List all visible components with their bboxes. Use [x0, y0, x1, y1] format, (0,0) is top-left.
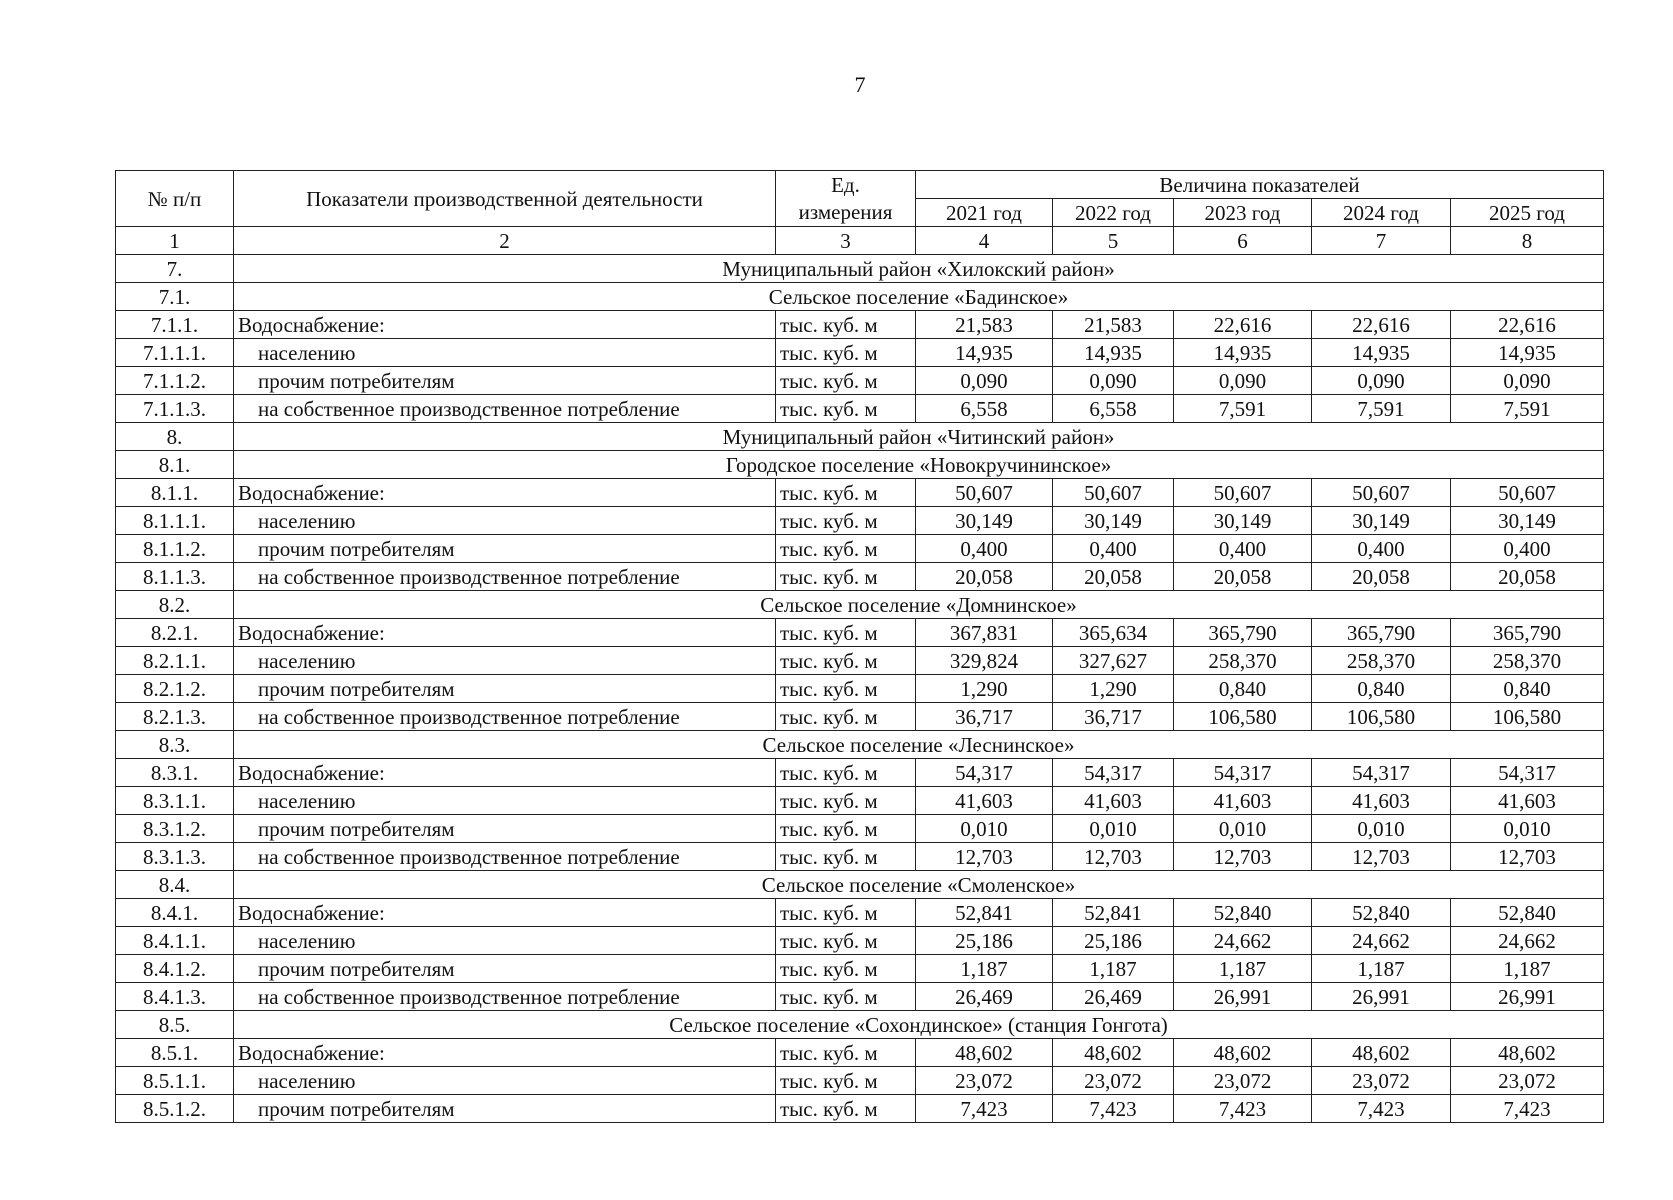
column-index: 5 [1053, 227, 1174, 255]
indicator-name: Водоснабжение: [234, 759, 776, 787]
value-cell: 48,602 [1053, 1039, 1174, 1067]
table-row [116, 675, 1604, 703]
table-row [116, 367, 1604, 395]
value-cell: 52,841 [916, 899, 1053, 927]
header-year: 2025 год [1451, 199, 1604, 227]
unit-cell: тыс. куб. м [776, 1095, 916, 1123]
header-year: 2022 год [1053, 199, 1174, 227]
indicator-name: на собственное производственное потребление [234, 563, 776, 591]
row-number: 8.5.1.2. [116, 1095, 234, 1123]
value-cell: 14,935 [1053, 339, 1174, 367]
value-cell: 258,370 [1312, 647, 1451, 675]
value-cell: 7,423 [1451, 1095, 1604, 1123]
value-cell: 1,290 [1053, 675, 1174, 703]
indicator-name: Водоснабжение: [234, 899, 776, 927]
value-cell: 7,423 [1174, 1095, 1312, 1123]
row-number: 8.5.1.1. [116, 1067, 234, 1095]
table-header [116, 171, 1604, 255]
value-cell: 106,580 [1174, 703, 1312, 731]
page-number: 7 [854, 72, 866, 97]
row-number: 7. [116, 255, 234, 283]
value-cell: 50,607 [1451, 479, 1604, 507]
value-cell: 50,607 [1174, 479, 1312, 507]
value-cell: 0,840 [1451, 675, 1604, 703]
unit-cell: тыс. куб. м [776, 899, 916, 927]
value-cell: 365,790 [1312, 619, 1451, 647]
value-cell: 329,824 [916, 647, 1053, 675]
unit-cell: тыс. куб. м [776, 1067, 916, 1095]
table-row [116, 843, 1604, 871]
value-cell: 14,935 [1174, 339, 1312, 367]
row-number: 8.3.1.1. [116, 787, 234, 815]
table-row [116, 507, 1604, 535]
row-number: 7.1. [116, 283, 234, 311]
value-cell: 23,072 [916, 1067, 1053, 1095]
value-cell: 327,627 [1053, 647, 1174, 675]
value-cell: 0,090 [1053, 367, 1174, 395]
row-number: 8.1.1. [116, 479, 234, 507]
unit-cell: тыс. куб. м [776, 927, 916, 955]
row-number: 8.1.1.2. [116, 535, 234, 563]
value-cell: 48,602 [1174, 1039, 1312, 1067]
value-cell: 20,058 [1312, 563, 1451, 591]
value-cell: 41,603 [1312, 787, 1451, 815]
unit-cell: тыс. куб. м [776, 1039, 916, 1067]
unit-cell: тыс. куб. м [776, 619, 916, 647]
unit-cell: тыс. куб. м [776, 507, 916, 535]
header-unit-line2: измерения [776, 199, 916, 227]
value-cell: 26,991 [1451, 983, 1604, 1011]
value-cell: 23,072 [1451, 1067, 1604, 1095]
indicator-name: населению [234, 1067, 776, 1095]
value-cell: 0,010 [1174, 815, 1312, 843]
row-number: 8.2.1.2. [116, 675, 234, 703]
unit-cell: тыс. куб. м [776, 367, 916, 395]
value-cell: 52,840 [1451, 899, 1604, 927]
value-cell: 7,423 [916, 1095, 1053, 1123]
section-row [116, 423, 1604, 451]
value-cell: 41,603 [1053, 787, 1174, 815]
unit-cell: тыс. куб. м [776, 647, 916, 675]
section-title: Муниципальный район «Хилокский район» [234, 255, 1604, 283]
row-number: 8.1. [116, 451, 234, 479]
unit-cell: тыс. куб. м [776, 815, 916, 843]
value-cell: 1,187 [1174, 955, 1312, 983]
value-cell: 21,583 [916, 311, 1053, 339]
value-cell: 25,186 [916, 927, 1053, 955]
row-number: 8.2.1. [116, 619, 234, 647]
value-cell: 0,010 [1451, 815, 1604, 843]
indicator-name: Водоснабжение: [234, 479, 776, 507]
column-index: 4 [916, 227, 1053, 255]
value-cell: 22,616 [1174, 311, 1312, 339]
indicator-name: Водоснабжение: [234, 1039, 776, 1067]
value-cell: 20,058 [916, 563, 1053, 591]
value-cell: 0,400 [1053, 535, 1174, 563]
unit-cell: тыс. куб. м [776, 703, 916, 731]
section-title: Сельское поселение «Смоленское» [234, 871, 1604, 899]
row-number: 8.1.1.3. [116, 563, 234, 591]
row-number: 8. [116, 423, 234, 451]
value-cell: 26,469 [916, 983, 1053, 1011]
value-cell: 22,616 [1451, 311, 1604, 339]
row-number: 8.2.1.1. [116, 647, 234, 675]
table-row [116, 479, 1604, 507]
unit-cell: тыс. куб. м [776, 479, 916, 507]
value-cell: 258,370 [1174, 647, 1312, 675]
section-title: Сельское поселение «Леснинское» [234, 731, 1604, 759]
value-cell: 52,840 [1312, 899, 1451, 927]
row-number: 8.3.1.3. [116, 843, 234, 871]
value-cell: 41,603 [1451, 787, 1604, 815]
table-row [116, 703, 1604, 731]
value-cell: 365,790 [1174, 619, 1312, 647]
row-number: 7.1.1.1. [116, 339, 234, 367]
header-values-group: Величина показателей [916, 171, 1604, 199]
value-cell: 7,423 [1312, 1095, 1451, 1123]
value-cell: 30,149 [1174, 507, 1312, 535]
value-cell: 24,662 [1174, 927, 1312, 955]
value-cell: 50,607 [916, 479, 1053, 507]
value-cell: 7,591 [1451, 395, 1604, 423]
row-number: 8.3. [116, 731, 234, 759]
value-cell: 6,558 [1053, 395, 1174, 423]
header-year: 2021 год [916, 199, 1053, 227]
value-cell: 0,400 [1174, 535, 1312, 563]
row-number: 8.1.1.1. [116, 507, 234, 535]
value-cell: 24,662 [1451, 927, 1604, 955]
indicator-name: населению [234, 507, 776, 535]
table-row [116, 787, 1604, 815]
unit-cell: тыс. куб. м [776, 311, 916, 339]
value-cell: 48,602 [1312, 1039, 1451, 1067]
value-cell: 0,090 [1174, 367, 1312, 395]
table-row [116, 535, 1604, 563]
value-cell: 0,840 [1312, 675, 1451, 703]
value-cell: 12,703 [1312, 843, 1451, 871]
value-cell: 1,187 [1451, 955, 1604, 983]
unit-cell: тыс. куб. м [776, 955, 916, 983]
value-cell: 36,717 [916, 703, 1053, 731]
value-cell: 30,149 [1053, 507, 1174, 535]
section-row [116, 1011, 1604, 1039]
table-row [116, 395, 1604, 423]
value-cell: 14,935 [1312, 339, 1451, 367]
value-cell: 23,072 [1312, 1067, 1451, 1095]
value-cell: 7,591 [1174, 395, 1312, 423]
value-cell: 20,058 [1174, 563, 1312, 591]
unit-cell: тыс. куб. м [776, 339, 916, 367]
section-title: Сельское поселение «Бадинское» [234, 283, 1604, 311]
section-row [116, 283, 1604, 311]
section-title: Сельское поселение «Сохондинское» (станция Гонгота) [234, 1011, 1604, 1039]
indicator-name: населению [234, 339, 776, 367]
indicator-name: на собственное производственное потребление [234, 983, 776, 1011]
value-cell: 7,591 [1312, 395, 1451, 423]
value-cell: 52,841 [1053, 899, 1174, 927]
indicator-name: прочим потребителям [234, 955, 776, 983]
value-cell: 14,935 [916, 339, 1053, 367]
section-row [116, 731, 1604, 759]
column-index: 2 [234, 227, 776, 255]
value-cell: 54,317 [1053, 759, 1174, 787]
row-number: 7.1.1.3. [116, 395, 234, 423]
value-cell: 14,935 [1451, 339, 1604, 367]
indicator-name: на собственное производственное потребление [234, 843, 776, 871]
table-row [116, 563, 1604, 591]
value-cell: 0,400 [916, 535, 1053, 563]
value-cell: 0,010 [1053, 815, 1174, 843]
value-cell: 48,602 [1451, 1039, 1604, 1067]
indicator-name: населению [234, 787, 776, 815]
value-cell: 30,149 [1312, 507, 1451, 535]
unit-cell: тыс. куб. м [776, 675, 916, 703]
value-cell: 30,149 [916, 507, 1053, 535]
column-index: 3 [776, 227, 916, 255]
row-number: 8.2.1.3. [116, 703, 234, 731]
header-year: 2024 год [1312, 199, 1451, 227]
row-number: 8.2. [116, 591, 234, 619]
row-number: 8.4.1.1. [116, 927, 234, 955]
value-cell: 0,010 [916, 815, 1053, 843]
value-cell: 54,317 [916, 759, 1053, 787]
table-row [116, 759, 1604, 787]
header-year: 2023 год [1174, 199, 1312, 227]
indicator-name: прочим потребителям [234, 815, 776, 843]
indicator-name: прочим потребителям [234, 367, 776, 395]
row-number: 7.1.1.2. [116, 367, 234, 395]
value-cell: 365,634 [1053, 619, 1174, 647]
unit-cell: тыс. куб. м [776, 535, 916, 563]
column-index: 6 [1174, 227, 1312, 255]
table-row [116, 1095, 1604, 1123]
row-number: 8.4.1.3. [116, 983, 234, 1011]
value-cell: 0,090 [1312, 367, 1451, 395]
value-cell: 20,058 [1451, 563, 1604, 591]
value-cell: 0,090 [916, 367, 1053, 395]
table-row [116, 815, 1604, 843]
value-cell: 26,469 [1053, 983, 1174, 1011]
section-title: Городское поселение «Новокручининское» [234, 451, 1604, 479]
value-cell: 6,558 [916, 395, 1053, 423]
header-num: № п/п [116, 171, 234, 227]
table-row [116, 619, 1604, 647]
indicator-name: Водоснабжение: [234, 619, 776, 647]
unit-cell: тыс. куб. м [776, 563, 916, 591]
value-cell: 367,831 [916, 619, 1053, 647]
table-row [116, 1039, 1604, 1067]
value-cell: 41,603 [916, 787, 1053, 815]
value-cell: 23,072 [1053, 1067, 1174, 1095]
row-number: 8.4.1. [116, 899, 234, 927]
value-cell: 50,607 [1053, 479, 1174, 507]
value-cell: 54,317 [1451, 759, 1604, 787]
section-row [116, 255, 1604, 283]
value-cell: 1,187 [1053, 955, 1174, 983]
value-cell: 0,090 [1451, 367, 1604, 395]
row-number: 8.5. [116, 1011, 234, 1039]
value-cell: 1,187 [1312, 955, 1451, 983]
value-cell: 258,370 [1451, 647, 1604, 675]
value-cell: 26,991 [1312, 983, 1451, 1011]
value-cell: 52,840 [1174, 899, 1312, 927]
value-cell: 12,703 [916, 843, 1053, 871]
unit-cell: тыс. куб. м [776, 395, 916, 423]
table-row [116, 1067, 1604, 1095]
column-index: 8 [1451, 227, 1604, 255]
section-title: Сельское поселение «Домнинское» [234, 591, 1604, 619]
row-number: 8.3.1.2. [116, 815, 234, 843]
indicators-table [115, 170, 1604, 1123]
value-cell: 1,187 [916, 955, 1053, 983]
table-row [116, 983, 1604, 1011]
table-row [116, 339, 1604, 367]
value-cell: 0,400 [1312, 535, 1451, 563]
section-row [116, 871, 1604, 899]
table-row [116, 647, 1604, 675]
indicator-name: прочим потребителям [234, 675, 776, 703]
value-cell: 1,290 [916, 675, 1053, 703]
column-index: 1 [116, 227, 234, 255]
table-row [116, 311, 1604, 339]
section-title: Муниципальный район «Читинский район» [234, 423, 1604, 451]
section-row [116, 451, 1604, 479]
value-cell: 26,991 [1174, 983, 1312, 1011]
indicator-name: населению [234, 927, 776, 955]
table-row [116, 955, 1604, 983]
value-cell: 0,400 [1451, 535, 1604, 563]
value-cell: 20,058 [1053, 563, 1174, 591]
value-cell: 30,149 [1451, 507, 1604, 535]
value-cell: 54,317 [1312, 759, 1451, 787]
value-cell: 106,580 [1312, 703, 1451, 731]
indicator-name: прочим потребителям [234, 1095, 776, 1123]
value-cell: 48,602 [916, 1039, 1053, 1067]
column-index: 7 [1312, 227, 1451, 255]
header-name: Показатели производственной деятельности [234, 171, 776, 227]
value-cell: 25,186 [1053, 927, 1174, 955]
header-unit-line1: Ед. [776, 171, 916, 199]
section-row [116, 591, 1604, 619]
row-number: 8.4.1.2. [116, 955, 234, 983]
table-row [116, 927, 1604, 955]
value-cell: 21,583 [1053, 311, 1174, 339]
value-cell: 365,790 [1451, 619, 1604, 647]
indicator-name: населению [234, 647, 776, 675]
value-cell: 50,607 [1312, 479, 1451, 507]
unit-cell: тыс. куб. м [776, 983, 916, 1011]
value-cell: 54,317 [1174, 759, 1312, 787]
value-cell: 24,662 [1312, 927, 1451, 955]
value-cell: 12,703 [1451, 843, 1604, 871]
value-cell: 106,580 [1451, 703, 1604, 731]
indicator-name: Водоснабжение: [234, 311, 776, 339]
unit-cell: тыс. куб. м [776, 843, 916, 871]
value-cell: 23,072 [1174, 1067, 1312, 1095]
value-cell: 12,703 [1053, 843, 1174, 871]
value-cell: 0,840 [1174, 675, 1312, 703]
row-number: 8.5.1. [116, 1039, 234, 1067]
value-cell: 36,717 [1053, 703, 1174, 731]
row-number: 8.4. [116, 871, 234, 899]
row-number: 8.3.1. [116, 759, 234, 787]
unit-cell: тыс. куб. м [776, 787, 916, 815]
indicator-name: на собственное производственное потребление [234, 703, 776, 731]
value-cell: 41,603 [1174, 787, 1312, 815]
indicator-name: прочим потребителям [234, 535, 776, 563]
value-cell: 0,010 [1312, 815, 1451, 843]
table-row [116, 899, 1604, 927]
row-number: 7.1.1. [116, 311, 234, 339]
table-body [116, 255, 1604, 1123]
value-cell: 7,423 [1053, 1095, 1174, 1123]
indicator-name: на собственное производственное потребление [234, 395, 776, 423]
unit-cell: тыс. куб. м [776, 759, 916, 787]
value-cell: 22,616 [1312, 311, 1451, 339]
value-cell: 12,703 [1174, 843, 1312, 871]
